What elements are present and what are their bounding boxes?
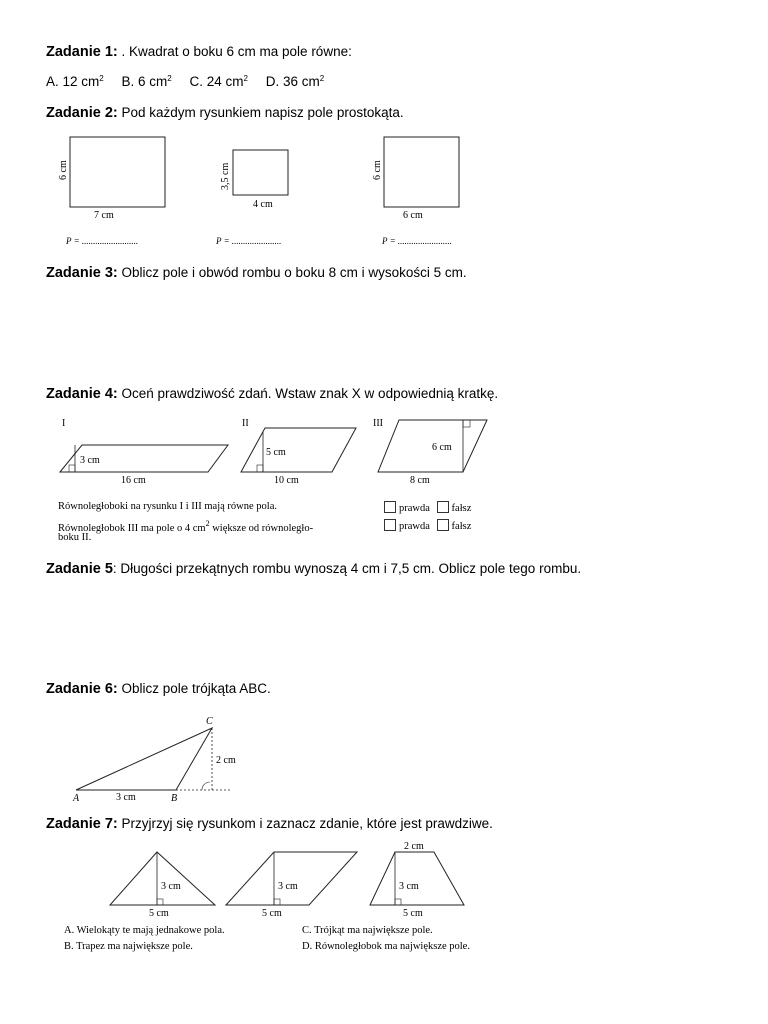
rect2-answer: P = ......................	[216, 236, 282, 246]
svg-text:2 cm: 2 cm	[404, 841, 424, 852]
rect3-answer: P = ........................	[382, 236, 452, 246]
task4-figure-1	[60, 418, 228, 486]
vertex-b: B	[171, 793, 178, 804]
svg-text:3 cm: 3 cm	[80, 455, 100, 466]
svg-text:10 cm: 10 cm	[274, 475, 299, 486]
svg-text:II: II	[242, 418, 249, 429]
svg-text:3 cm: 3 cm	[278, 881, 298, 892]
task7-trapezoid	[370, 841, 464, 919]
task4-figure-3	[373, 418, 487, 486]
svg-text:5 cm: 5 cm	[262, 908, 282, 919]
task-7-heading: Zadanie 7: Przyjrzyj się rysunkom i zaznacz zdanie, które jest prawdziwe.	[46, 816, 493, 832]
task2-rect-1	[58, 137, 165, 246]
rect3-side-label: 6 cm	[372, 160, 383, 180]
task4-row1-choices: prawda fałsz	[384, 501, 471, 514]
task-3-heading: Zadanie 3: Oblicz pole i obwód rombu o boku 8 cm i wysokości 5 cm.	[46, 265, 467, 281]
option-d[interactable]: D. 36 $cm^2$	[265, 74, 325, 89]
row2-false-checkbox[interactable]	[437, 519, 449, 531]
rect1-bottom-label: 7 cm	[94, 210, 114, 221]
task7-parallelogram	[226, 852, 357, 919]
row1-false-checkbox[interactable]	[437, 501, 449, 513]
task7-answer-c[interactable]: C. Trójkąt ma największe pole.	[302, 925, 433, 936]
vertex-c: C	[206, 716, 213, 727]
svg-text:16 cm: 16 cm	[121, 475, 146, 486]
task4-statement-1: Równoległoboki na rysunku I i III mają równe pola.	[58, 501, 277, 512]
option-b[interactable]: B. 6 $cm^2$	[121, 74, 172, 89]
svg-text:5 cm: 5 cm	[149, 908, 169, 919]
task4-row2-choices: prawda fałsz	[384, 519, 471, 532]
svg-text:5 cm: 5 cm	[403, 908, 423, 919]
option-c[interactable]: C. 24 $cm^2$	[189, 74, 248, 89]
svg-text:5 cm: 5 cm	[266, 447, 286, 458]
svg-text:8 cm: 8 cm	[410, 475, 430, 486]
task4-statement-2-cont: boku II.	[58, 532, 92, 543]
task4-figure-2	[241, 418, 356, 486]
svg-text:6 cm: 6 cm	[432, 442, 452, 453]
task2-rect-2	[215, 150, 288, 246]
task2-rect-3	[372, 137, 459, 246]
rect3-bottom-label: 6 cm	[403, 210, 423, 221]
task7-answer-a[interactable]: A. Wielokąty te mają jednakowe pola.	[64, 925, 225, 936]
rect2-side-label: 3,5 cm	[220, 162, 231, 190]
svg-text:3 cm: 3 cm	[399, 881, 419, 892]
row1-true-checkbox[interactable]	[384, 501, 396, 513]
svg-text:I: I	[62, 418, 66, 429]
option-a[interactable]: A. 12 $cm^2$	[46, 74, 104, 89]
task4-statement-2: Równoległobok III ma pole o 4 $cm^2$ większe od równoległo-	[58, 519, 314, 534]
task6-triangle	[72, 716, 236, 804]
svg-text:3 cm: 3 cm	[161, 881, 181, 892]
rect2-bottom-label: 4 cm	[253, 199, 273, 210]
task7-triangle	[110, 852, 215, 919]
task-4-heading: Zadanie 4: Oceń prawdziwość zdań. Wstaw znak X w odpowiednią kratkę.	[46, 386, 499, 402]
task7-answer-d[interactable]: D. Równoległobok ma największe pole.	[302, 941, 470, 952]
rect1-answer: P = .........................	[66, 236, 139, 246]
task-2-heading: Zadanie 2: Pod każdym rysunkiem napisz pole prostokąta.	[46, 105, 404, 121]
task-6-heading: Zadanie 6: Oblicz pole trójkąta ABC.	[46, 681, 271, 697]
row2-true-checkbox[interactable]	[384, 519, 396, 531]
task-5-heading: Zadanie 5: Długości przekątnych rombu wynoszą 4 cm i 7,5 cm. Oblicz pole tego rombu.	[46, 561, 582, 577]
task-1-options	[46, 74, 338, 89]
task-1-heading: Zadanie 1: . Kwadrat o boku 6 cm ma pole równe:	[46, 44, 352, 60]
svg-text:3 cm: 3 cm	[116, 792, 136, 803]
rect1-side-label: 6 cm	[58, 160, 69, 180]
svg-text:III: III	[373, 418, 383, 429]
svg-text:2 cm: 2 cm	[216, 755, 236, 766]
task7-answer-b[interactable]: B. Trapez ma największe pole.	[64, 941, 193, 952]
vertex-a: A	[73, 793, 80, 804]
